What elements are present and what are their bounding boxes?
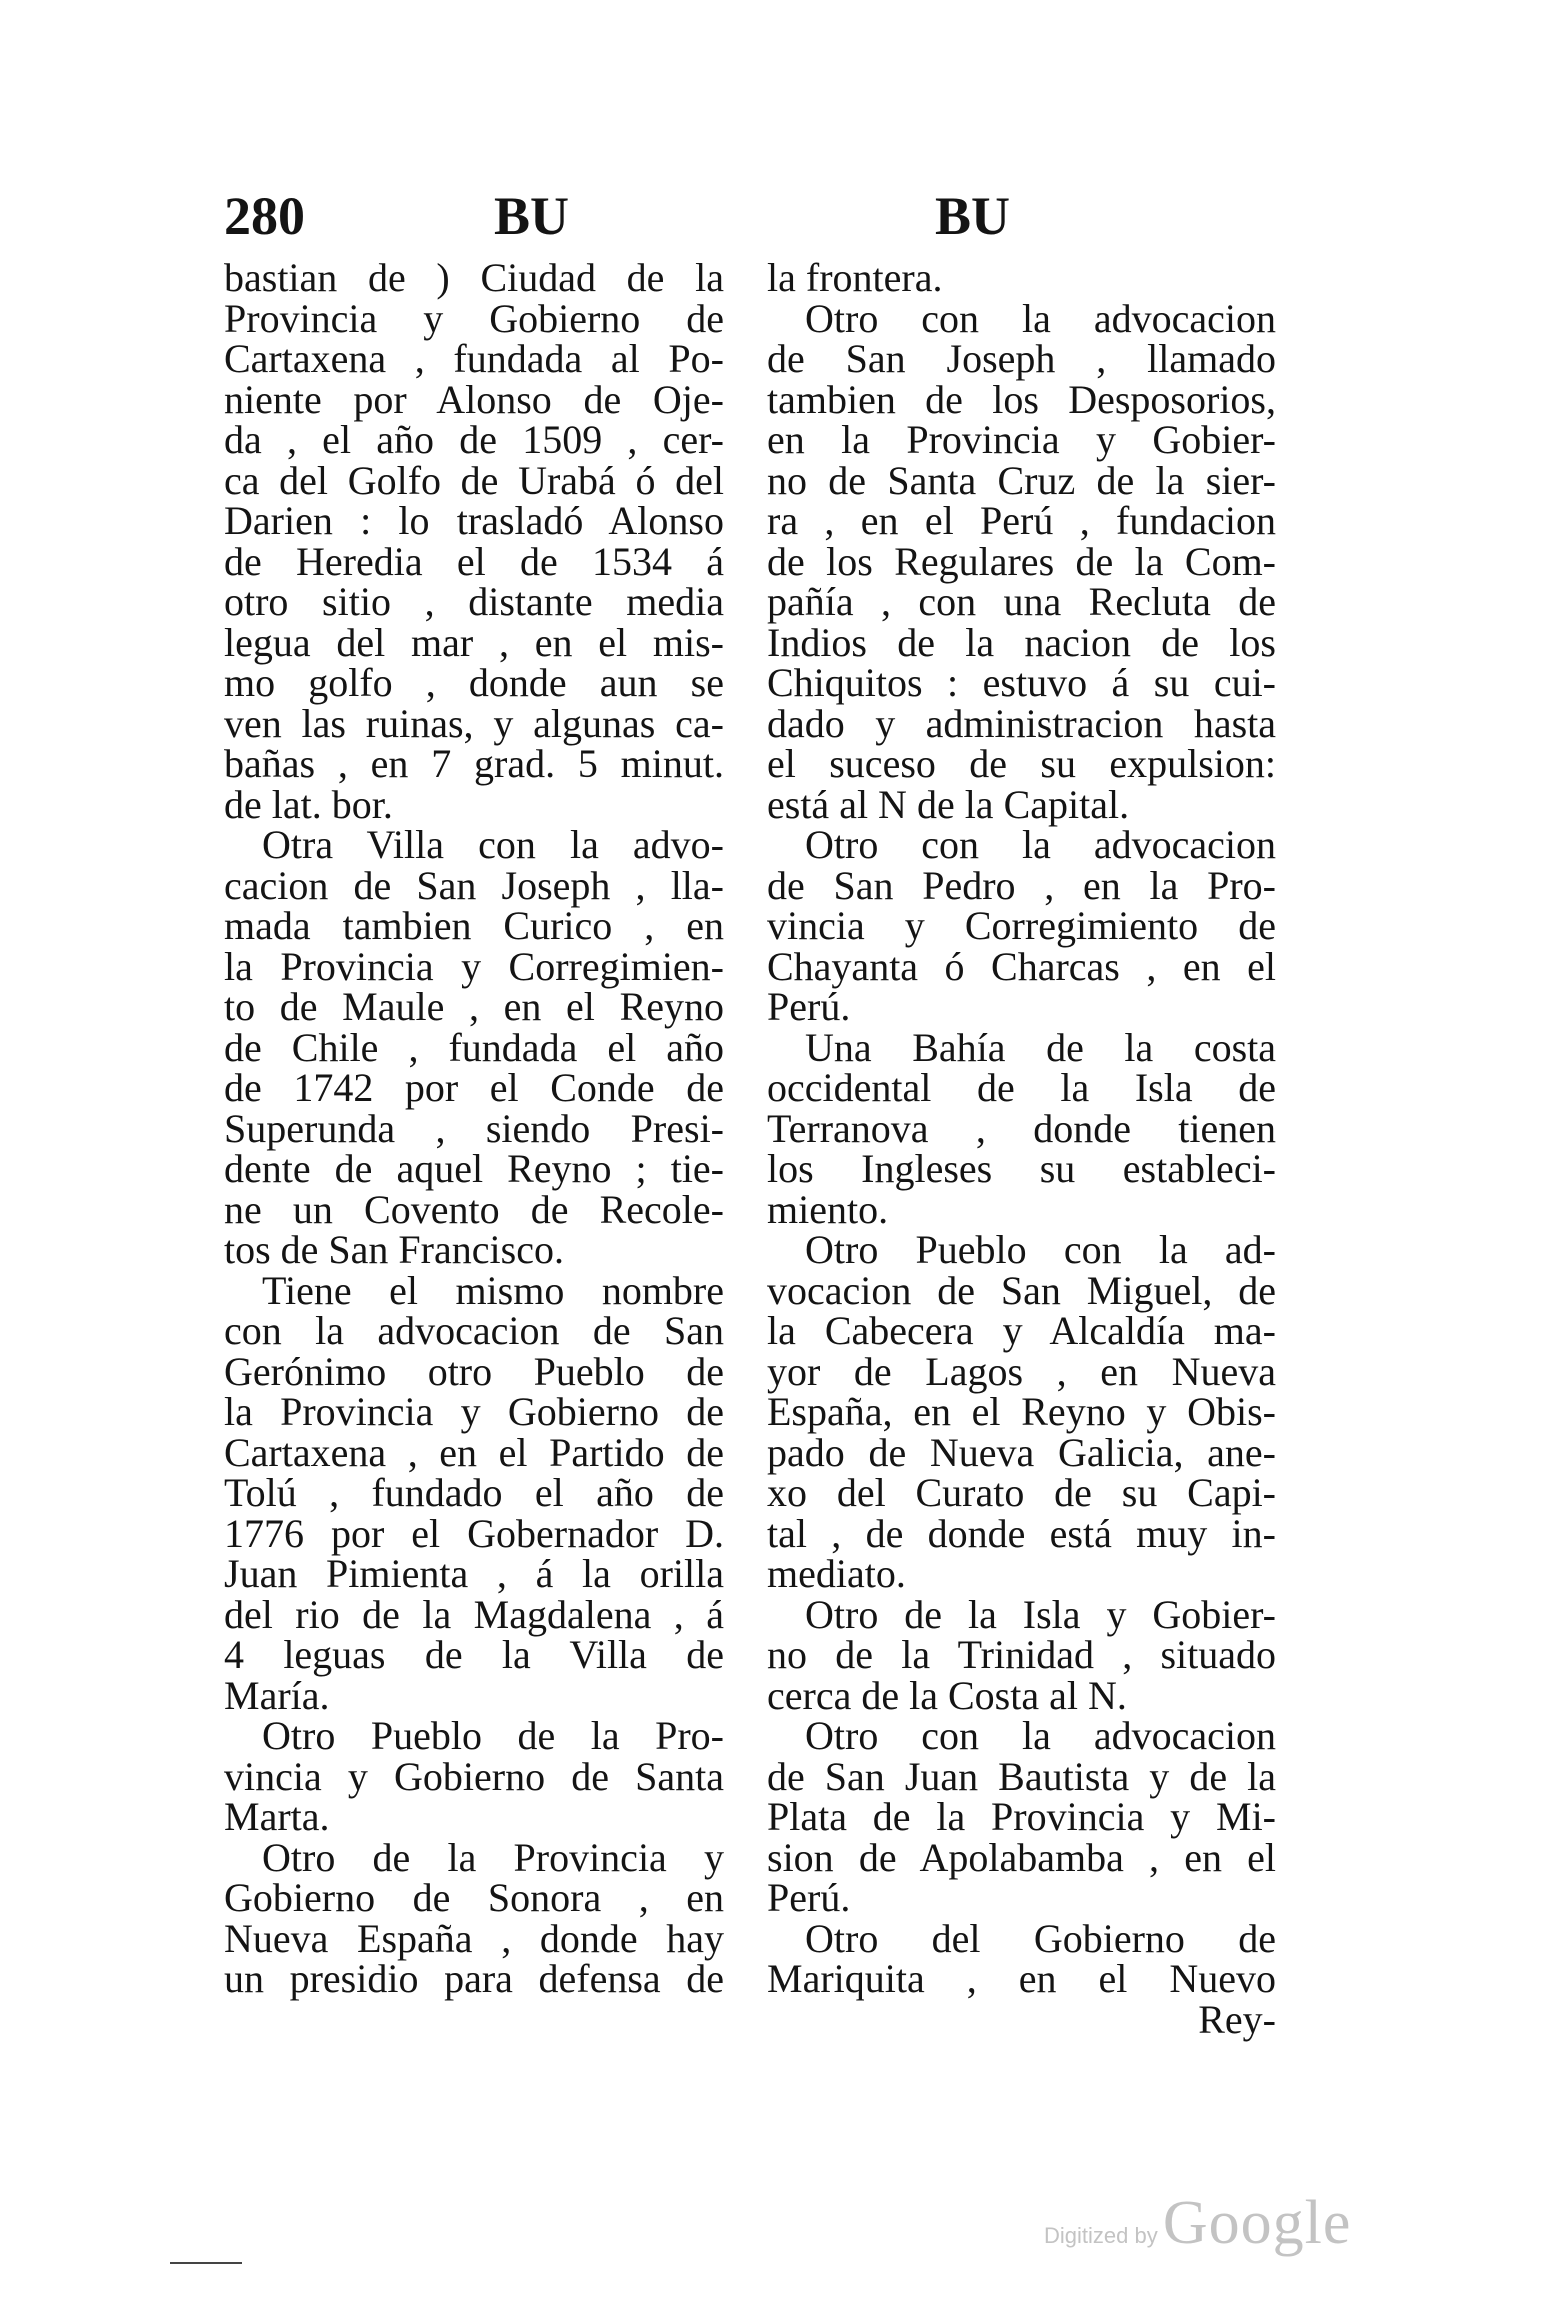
text-line: mediato. bbox=[767, 1551, 906, 1596]
text-line: de San Juan Bautista y de la bbox=[767, 1753, 1276, 1799]
text-line: Chayanta ó Charcas , en el bbox=[767, 943, 1276, 989]
text-line: Otro Pueblo con la ad- bbox=[805, 1227, 1276, 1272]
text-line: sion de Apolabamba , en el bbox=[767, 1834, 1276, 1880]
text-line: de Chile , fundada el año bbox=[224, 1024, 724, 1070]
text-line: de San Pedro , en la Pro- bbox=[767, 862, 1276, 908]
text-line: Gerónimo otro Pueblo de bbox=[224, 1348, 724, 1394]
text-line: no de Santa Cruz de la sier- bbox=[767, 457, 1276, 503]
text-line: 1776 por el Gobernador D. bbox=[224, 1510, 724, 1556]
text-line: Gobierno de Sonora , en bbox=[224, 1875, 724, 1920]
text-line: de 1742 por el Conde de bbox=[224, 1065, 724, 1110]
text-line: vincia y Corregimiento de bbox=[767, 903, 1276, 948]
running-head-left: BU bbox=[494, 186, 570, 246]
text-line: Otro del Gobierno de bbox=[805, 1915, 1276, 1961]
text-line: Otro de la Isla y Gobier- bbox=[805, 1591, 1276, 1637]
text-line: 4 leguas de la Villa de bbox=[224, 1632, 724, 1677]
text-line: ra , en el Perú , fundacion bbox=[767, 498, 1276, 543]
text-line: María. bbox=[224, 1672, 330, 1718]
text-line: niente por Alonso de Oje- bbox=[224, 376, 724, 422]
text-line: miento. bbox=[767, 1186, 889, 1232]
text-line: España, en el Reyno y Obis- bbox=[767, 1389, 1276, 1434]
catchword: Rey- bbox=[1198, 1996, 1276, 2042]
page-number: 280 bbox=[224, 186, 305, 246]
text-line: de Heredia el de 1534 á bbox=[224, 538, 724, 584]
right-column bbox=[767, 255, 1276, 2078]
text-line: Mariquita , en el Nuevo bbox=[767, 1956, 1276, 2001]
text-line: ca del Golfo de Urabá ó del bbox=[224, 457, 724, 503]
text-line: Tolú , fundado el año de bbox=[224, 1470, 724, 1515]
text-line: Marta. bbox=[224, 1794, 330, 1839]
left-column bbox=[224, 255, 724, 2038]
text-line: Provincia y Gobierno de bbox=[224, 295, 724, 341]
text-line: Perú. bbox=[767, 984, 851, 1029]
text-line: de los Regulares de la Com- bbox=[767, 538, 1276, 584]
text-line: tambien de los Desposorios, bbox=[767, 376, 1276, 422]
text-line: la Provincia y Gobierno de bbox=[224, 1389, 724, 1434]
watermark-prefix: Digitized by bbox=[1044, 2223, 1158, 2248]
text-line: mada tambien Curico , en bbox=[224, 903, 724, 948]
text-line: la Provincia y Corregimien- bbox=[224, 943, 724, 989]
text-line: pañía , con una Recluta de bbox=[767, 579, 1276, 624]
bottom-rule bbox=[170, 2262, 242, 2264]
text-line: Superunda , siendo Presi- bbox=[224, 1105, 724, 1151]
running-header bbox=[0, 168, 1551, 258]
text-line: tal , de donde está muy in- bbox=[767, 1510, 1276, 1556]
text-line: la Cabecera y Alcaldía ma- bbox=[767, 1308, 1276, 1353]
text-line: con la advocacion de San bbox=[224, 1308, 724, 1353]
text-line: cerca de la Costa al N. bbox=[767, 1672, 1127, 1718]
text-line: dente de aquel Reyno ; tie- bbox=[224, 1146, 724, 1191]
text-line: xo del Curato de su Capi- bbox=[767, 1470, 1276, 1515]
text-line: Cartaxena , fundada al Po- bbox=[224, 336, 724, 381]
text-line: dado y administracion hasta bbox=[767, 700, 1276, 746]
text-line: legua del mar , en el mis- bbox=[224, 619, 724, 665]
text-line: ne un Covento de Recole- bbox=[224, 1186, 724, 1232]
text-line: pado de Nueva Galicia, ane- bbox=[767, 1429, 1276, 1475]
text-line: tos de San Francisco. bbox=[224, 1227, 564, 1272]
text-line: bañas , en 7 grad. 5 minut. bbox=[224, 741, 724, 786]
running-head-right: BU bbox=[935, 186, 1011, 246]
text-line: Perú. bbox=[767, 1875, 851, 1920]
text-line: Otro de la Provincia y bbox=[262, 1834, 724, 1880]
text-line: Otro Pueblo de la Pro- bbox=[262, 1713, 724, 1758]
text-line: Terranova , donde tienen bbox=[767, 1105, 1276, 1151]
text-line: yor de Lagos , en Nueva bbox=[767, 1348, 1276, 1394]
text-line: Nueva España , donde hay bbox=[224, 1915, 724, 1961]
text-line: otro sitio , distante media bbox=[224, 579, 724, 624]
text-line: da , el año de 1509 , cer- bbox=[224, 417, 724, 462]
text-line: Otro con la advocacion bbox=[805, 822, 1276, 867]
text-line: un presidio para defensa de bbox=[224, 1956, 724, 2001]
text-line: Otra Villa con la advo- bbox=[262, 822, 724, 867]
text-line: ven las ruinas, y algunas ca- bbox=[224, 700, 724, 746]
text-line: en la Provincia y Gobier- bbox=[767, 417, 1276, 462]
text-line: mo golfo , donde aun se bbox=[224, 660, 724, 705]
text-line: vincia y Gobierno de Santa bbox=[224, 1753, 724, 1799]
text-line: el suceso de su expulsion: bbox=[767, 741, 1276, 786]
text-line: la frontera. bbox=[767, 255, 943, 300]
text-line: Una Bahía de la costa bbox=[805, 1024, 1276, 1070]
text-line: Otro con la advocacion bbox=[805, 295, 1276, 341]
digitized-by-watermark bbox=[1044, 2188, 1351, 2259]
text-line: vocacion de San Miguel, de bbox=[767, 1267, 1276, 1313]
text-line: está al N de la Capital. bbox=[767, 781, 1130, 827]
text-line: to de Maule , en el Reyno bbox=[224, 984, 724, 1029]
text-line: del rio de la Magdalena , á bbox=[224, 1591, 724, 1637]
text-line: occidental de la Isla de bbox=[767, 1065, 1276, 1110]
text-line: Juan Pimienta , á la orilla bbox=[224, 1551, 724, 1596]
text-line: no de la Trinidad , situado bbox=[767, 1632, 1276, 1677]
text-line: Indios de la nacion de los bbox=[767, 619, 1276, 665]
text-line: cacion de San Joseph , lla- bbox=[224, 862, 724, 908]
text-line: Tiene el mismo nombre bbox=[262, 1267, 724, 1313]
text-line: de lat. bor. bbox=[224, 781, 393, 827]
google-logo-text: Google bbox=[1162, 2189, 1352, 2257]
text-line: bastian de ) Ciudad de la bbox=[224, 255, 724, 300]
text-line: los Ingleses su estableci- bbox=[767, 1146, 1276, 1191]
text-line: Otro con la advocacion bbox=[805, 1713, 1276, 1758]
text-line: Chiquitos : estuvo á su cui- bbox=[767, 660, 1276, 705]
text-line: Cartaxena , en el Partido de bbox=[224, 1429, 724, 1475]
text-line: de San Joseph , llamado bbox=[767, 336, 1276, 381]
text-line: Plata de la Provincia y Mi- bbox=[767, 1794, 1276, 1839]
text-line: Darien : lo trasladó Alonso bbox=[224, 498, 724, 543]
